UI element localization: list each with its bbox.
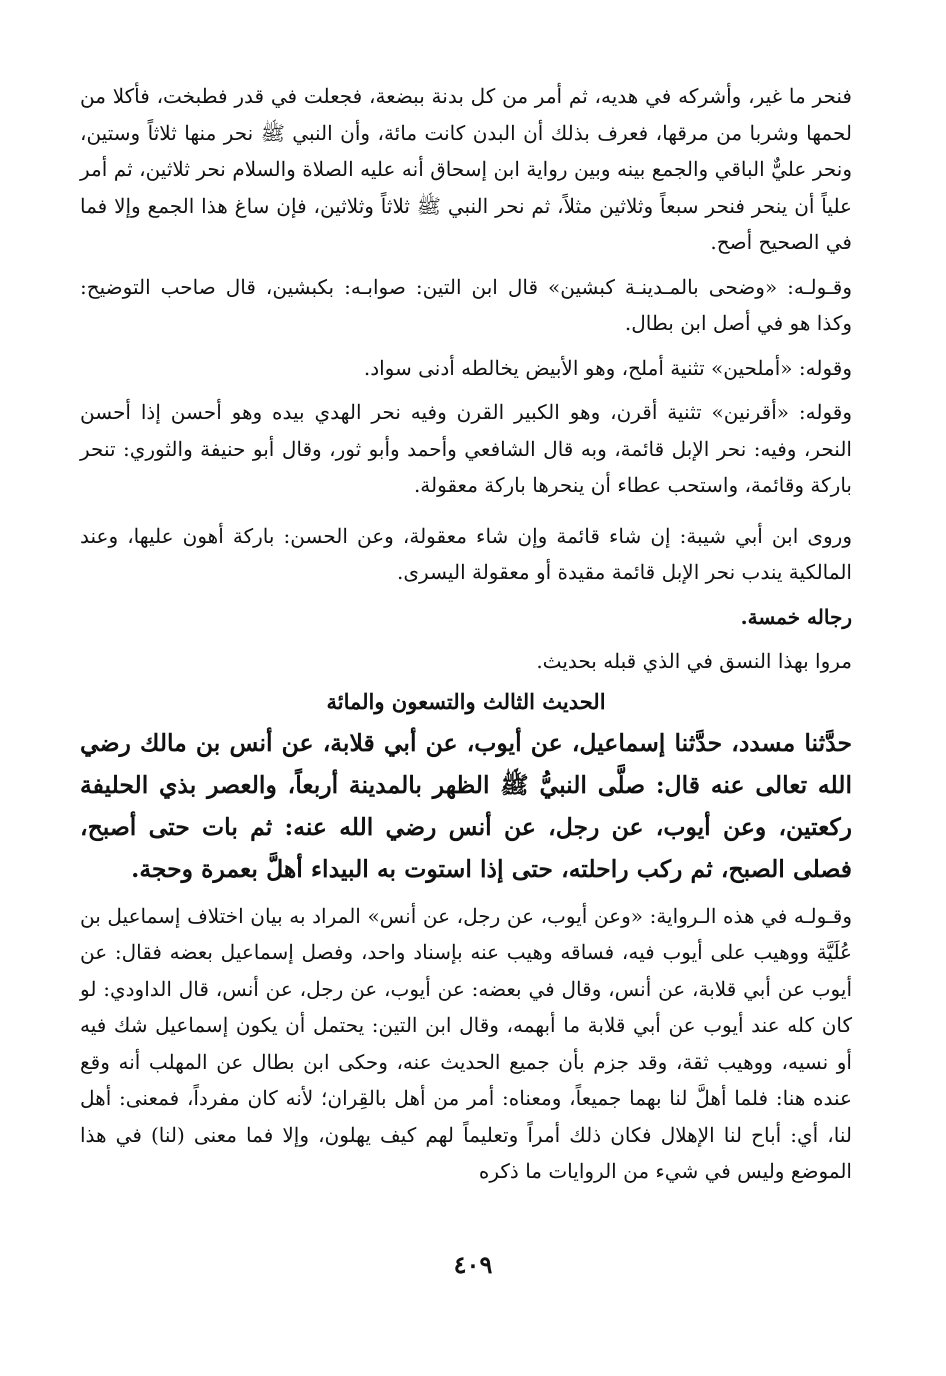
commentary-paragraph-6: وقـولـه في هذه الـرواية: «وعن أيوب، عن رجل، عن أنس» المراد به بيان اختلاف إسماعيل بن عُلَيَّة ووهيب على أيوب فيه، فساقه وهيب عنه بإسناد واحد، وفصل إسماعيل بعضه فقال: عن أيوب عن أبي قلابة، عن أنس، وقال في بعضه: عن أيوب، عن رجل، عن أنس، قال الداودي: لو كان كله عند أيوب عن أبي قلابة ما أبهمه، وقال ابن التين: يحتمل أن يكون إسماعيل شك فيه أو نسيه، ووهيب ثقة، وقد جزم بأن جميع الحديث عنه، وحكى ابن بطال عن المهلب أنه وقع عنده هنا: فلما أهلَّ لنا بهما جميعاً، ومعناه: أمر من أهل بالقِران؛ لأنه كان مفرداً، فمعنى: أهل لنا، أي: أباح لنا الإهلال فكان ذلك أمراً وتعليماً لهم كيف يهلون، وإلا فما معنى (لنا) في هذا الموضع وليس في شيء من الروايات ما ذكره	[80, 903, 853, 1183]
commentary-paragraph-2: وقـولـه: «وضحى بالمـدينـة كبشين» قال ابن التين: صوابـه: بكبشين، قال صاحب التوضيح: وكذا هو في أصل ابن بطال.	[80, 274, 852, 335]
narrators-count-line: رجاله خمسة.	[740, 604, 852, 629]
commentary-paragraph-3: وقوله: «أملحين» تثنية أملح، وهو الأبيض يخالطه أدنى سواد.	[363, 355, 852, 380]
commentary-paragraph-4: وقوله: «أقرنين» تثنية أقرن، وهو الكبير القرن وفيه نحر الهدي بيده وهو أحسن إذا أحسن النحر، وفيه: نحر الإبل قائمة، وبه قال الشافعي وأحمد وأبو ثور، وقال أبو حنيفة والثوري: تنحر باركة وقائمة، واستحب عطاء أن ينحرها باركة معقولة.	[80, 400, 852, 497]
hadith-heading: الحديث الثالث والتسعون والمائة	[326, 688, 606, 714]
narrators-note-line: مروا بهذا النسق في الذي قبله بحديث.	[536, 649, 852, 673]
commentary-paragraph-5: وروى ابن أبي شيبة: إن شاء قائمة وإن شاء معقولة، وعن الحسن: باركة أهون عليها، وعند المالكية يندب نحر الإبل قائمة مقيدة أو معقولة اليسرى.	[80, 523, 853, 584]
hadith-text: حدَّثنا مسدد، حدَّثنا إسماعيل، عن أيوب، عن أبي قلابة، عن أنس بن مالك رضي الله تعالى عنه قال: صلَّى النبيُّ ﷺ الظهر بالمدينة أربعاً، والعصر بذي الحليفة ركعتين، وعن أيوب، عن رجل، عن أنس رضي الله عنه: ثم بات حتى أصبح، فصلى الصبح، ثم ركب راحلته، حتى إذا استوت به البيداء أهلَّ بعمرة وحجة.	[80, 728, 852, 883]
commentary-paragraph-1: فنحر ما غير، وأشركه في هديه، ثم أمر من كل بدنة ببضعة، فجعلت في قدر فطبخت، فأكلا من لحمها وشربا من مرقها، فعرف بذلك أن البدن كانت مائة، وأن النبي ﷺ نحر منها ثلاثاً وستين، ونحر عليٌّ الباقي والجمع بينه وبين رواية ابن إسحاق أنه عليه الصلاة والسلام نحر ثلاثين، ثم أمر علياً أن ينحر فنحر سبعاً وثلاثين مثلاً، ثم نحر النبي ﷺ ثلاثاً وثلاثين، فإن ساغ هذا الجمع وإلا فما في الصحيح أصح.	[80, 84, 852, 254]
page-number: ٤٠٩	[453, 1250, 493, 1279]
page-body	[80, 78, 852, 1190]
